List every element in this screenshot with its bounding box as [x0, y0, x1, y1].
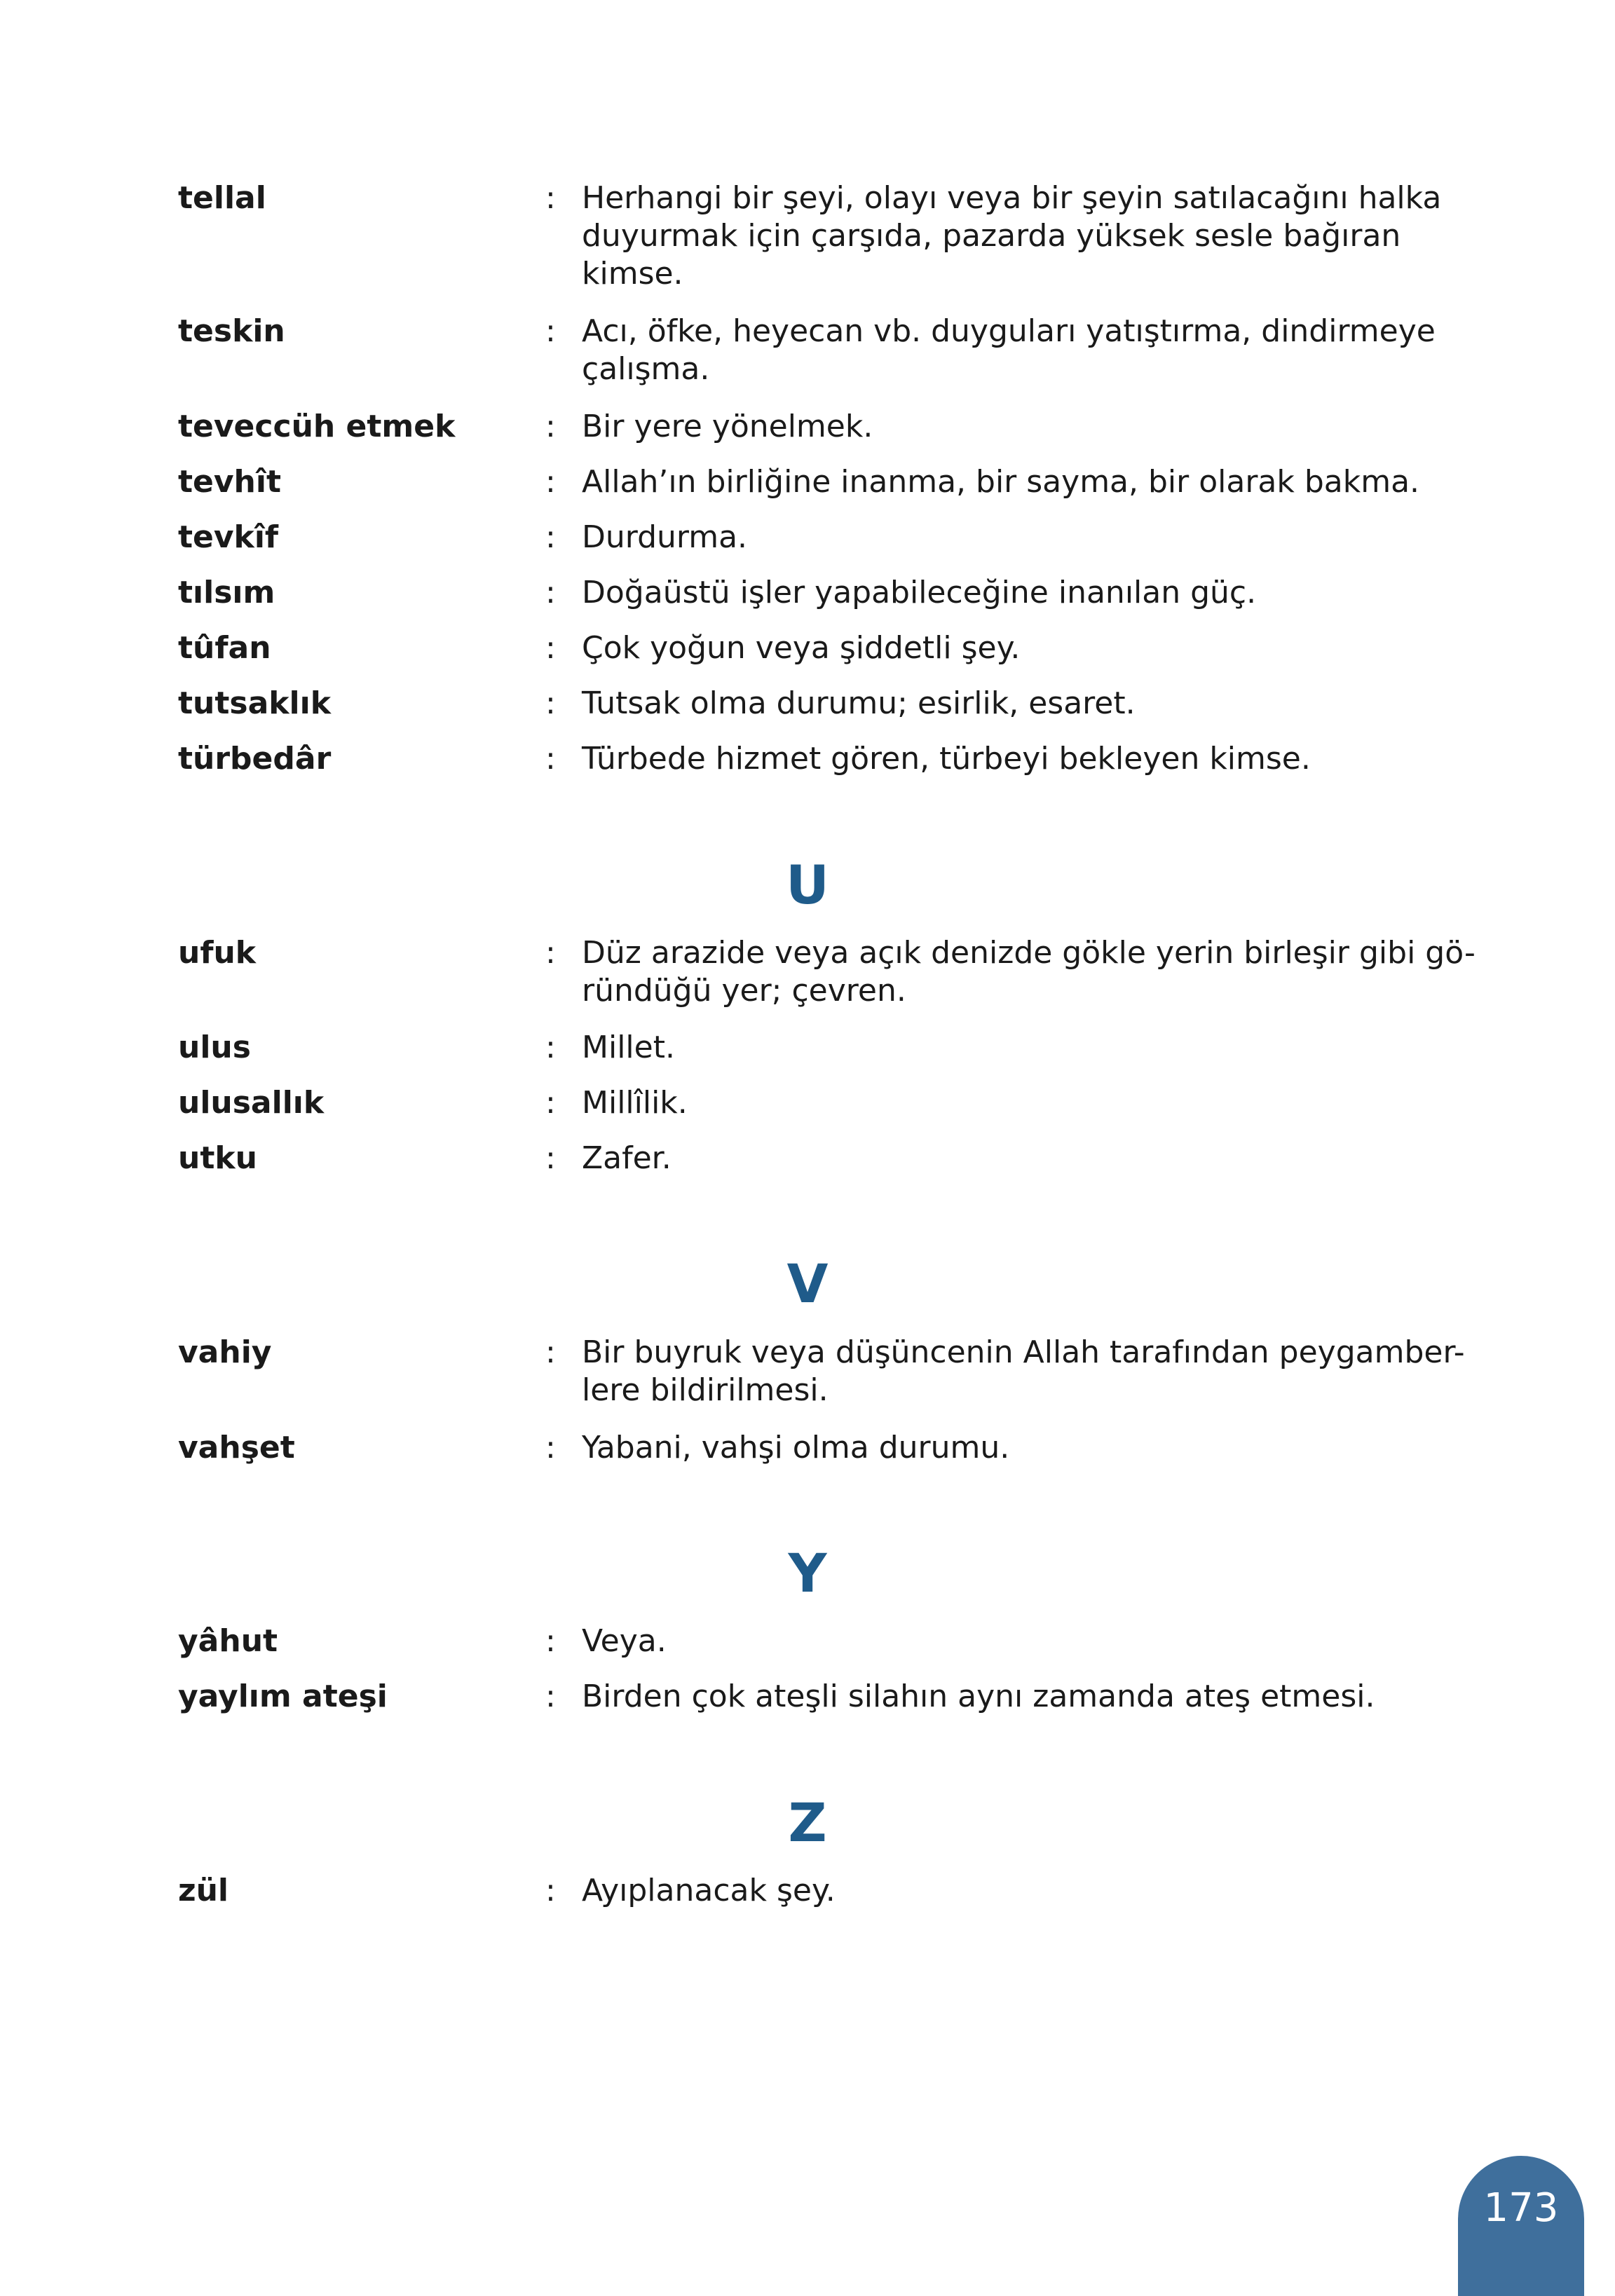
- definition-line: Zafer.: [582, 1140, 672, 1176]
- entry-definition: [582, 1872, 1451, 1910]
- entry-colon: :: [545, 1140, 556, 1176]
- entry-colon: :: [545, 1030, 556, 1065]
- entry-colon: :: [545, 1334, 556, 1370]
- definition-line: Millîlik.: [582, 1085, 688, 1121]
- entry-colon: :: [545, 630, 556, 666]
- definition-line: Çok yoğun veya şiddetli şey.: [582, 630, 1021, 666]
- entry-colon: :: [545, 935, 556, 971]
- entry-definition: [582, 1678, 1451, 1716]
- definition-line: Düz arazide veya açık denizde gökle yerin birleşir gibi gö-: [582, 935, 1476, 971]
- entry-definition: [582, 519, 1451, 556]
- entry-term: tılsım: [178, 575, 275, 610]
- definition-line: Birden çok ateşli silahın aynı zamanda ateş etmesi.: [582, 1679, 1375, 1714]
- definition-line: çalışma.: [582, 351, 710, 387]
- definition-line: Allah’ın birliğine inanma, bir sayma, bir olarak bakma.: [582, 464, 1420, 500]
- definition-line: Doğaüstü işler yapabileceğine inanılan güç.: [582, 575, 1257, 610]
- definition-line: Acı, öfke, heyecan vb. duyguları yatıştırma, dindirmeye: [582, 313, 1436, 349]
- definition-line: Millet.: [582, 1030, 675, 1065]
- entry-term: tevhît: [178, 464, 281, 500]
- entry-definition: [582, 1334, 1465, 1409]
- entry-definition: [582, 1622, 1451, 1660]
- entry-definition: [582, 408, 1451, 446]
- section-letter-z: Z: [788, 1791, 827, 1854]
- entry-definition: [582, 1084, 1451, 1122]
- section-letter-u: U: [786, 854, 829, 916]
- entry-term: yaylım ateşi: [178, 1679, 388, 1714]
- definition-line: Ayıplanacak şey.: [582, 1873, 836, 1908]
- definition-line: Tutsak olma durumu; esirlik, esaret.: [582, 685, 1136, 721]
- entry-term: tutsaklık: [178, 685, 331, 721]
- entry-colon: :: [545, 313, 556, 349]
- entry-term: tevkîf: [178, 519, 279, 555]
- entry-definition: [582, 463, 1451, 501]
- page-number: 173: [1483, 2185, 1559, 2231]
- entry-definition: [582, 179, 1451, 293]
- entry-colon: :: [545, 1085, 556, 1121]
- entry-definition: [582, 574, 1451, 612]
- entry-colon: :: [545, 409, 556, 444]
- entry-term: türbedâr: [178, 741, 332, 777]
- entry-term: teskin: [178, 313, 285, 349]
- entry-definition: [582, 629, 1451, 667]
- entry-term: tûfan: [178, 630, 271, 666]
- definition-line: Herhangi bir şeyi, olayı veya bir şeyin satılacağını halka: [582, 180, 1442, 216]
- entry-colon: :: [545, 1430, 556, 1465]
- entry-definition: [582, 685, 1451, 723]
- entry-colon: :: [545, 1873, 556, 1908]
- entry-term: vahşet: [178, 1430, 295, 1465]
- entry-definition: [582, 934, 1476, 1010]
- entry-term: teveccüh etmek: [178, 409, 456, 444]
- entry-term: yâhut: [178, 1623, 278, 1659]
- definition-line: kimse.: [582, 256, 683, 292]
- entry-colon: :: [545, 519, 556, 555]
- entry-term: vahiy: [178, 1334, 272, 1370]
- entry-colon: :: [545, 575, 556, 610]
- section-letter-y: Y: [788, 1542, 827, 1604]
- entry-colon: :: [545, 741, 556, 777]
- definition-line: Bir yere yönelmek.: [582, 409, 873, 444]
- definition-line: Veya.: [582, 1623, 667, 1659]
- definition-line: Türbede hizmet gören, türbeyi bekleyen kimse.: [582, 741, 1311, 777]
- entry-definition: [582, 740, 1451, 778]
- entry-term: ulus: [178, 1030, 251, 1065]
- entry-colon: :: [545, 685, 556, 721]
- entry-definition: [582, 1140, 1451, 1177]
- entry-definition: [582, 1029, 1451, 1067]
- page-number-badge: [1458, 2156, 1584, 2296]
- entry-definition: [582, 313, 1451, 388]
- entry-term: zül: [178, 1873, 229, 1908]
- entry-term: ufuk: [178, 935, 257, 971]
- entry-colon: :: [545, 464, 556, 500]
- entry-definition: [582, 1429, 1451, 1467]
- definition-line: duyurmak için çarşıda, pazarda yüksek sesle bağıran: [582, 218, 1401, 254]
- entry-term: ulusallık: [178, 1085, 325, 1121]
- definition-line: Yabani, vahşi olma durumu.: [582, 1430, 1010, 1465]
- definition-line: Bir buyruk veya düşüncenin Allah tarafından peygamber-: [582, 1334, 1465, 1370]
- entry-term: utku: [178, 1140, 257, 1176]
- section-letter-v: V: [786, 1252, 829, 1315]
- entry-colon: :: [545, 1623, 556, 1659]
- entry-colon: :: [545, 180, 556, 216]
- entry-term: tellal: [178, 180, 266, 216]
- entry-colon: :: [545, 1679, 556, 1714]
- definition-line: Durdurma.: [582, 519, 748, 555]
- definition-line: lere bildirilmesi.: [582, 1372, 829, 1408]
- definition-line: ründüğü yer; çevren.: [582, 973, 906, 1009]
